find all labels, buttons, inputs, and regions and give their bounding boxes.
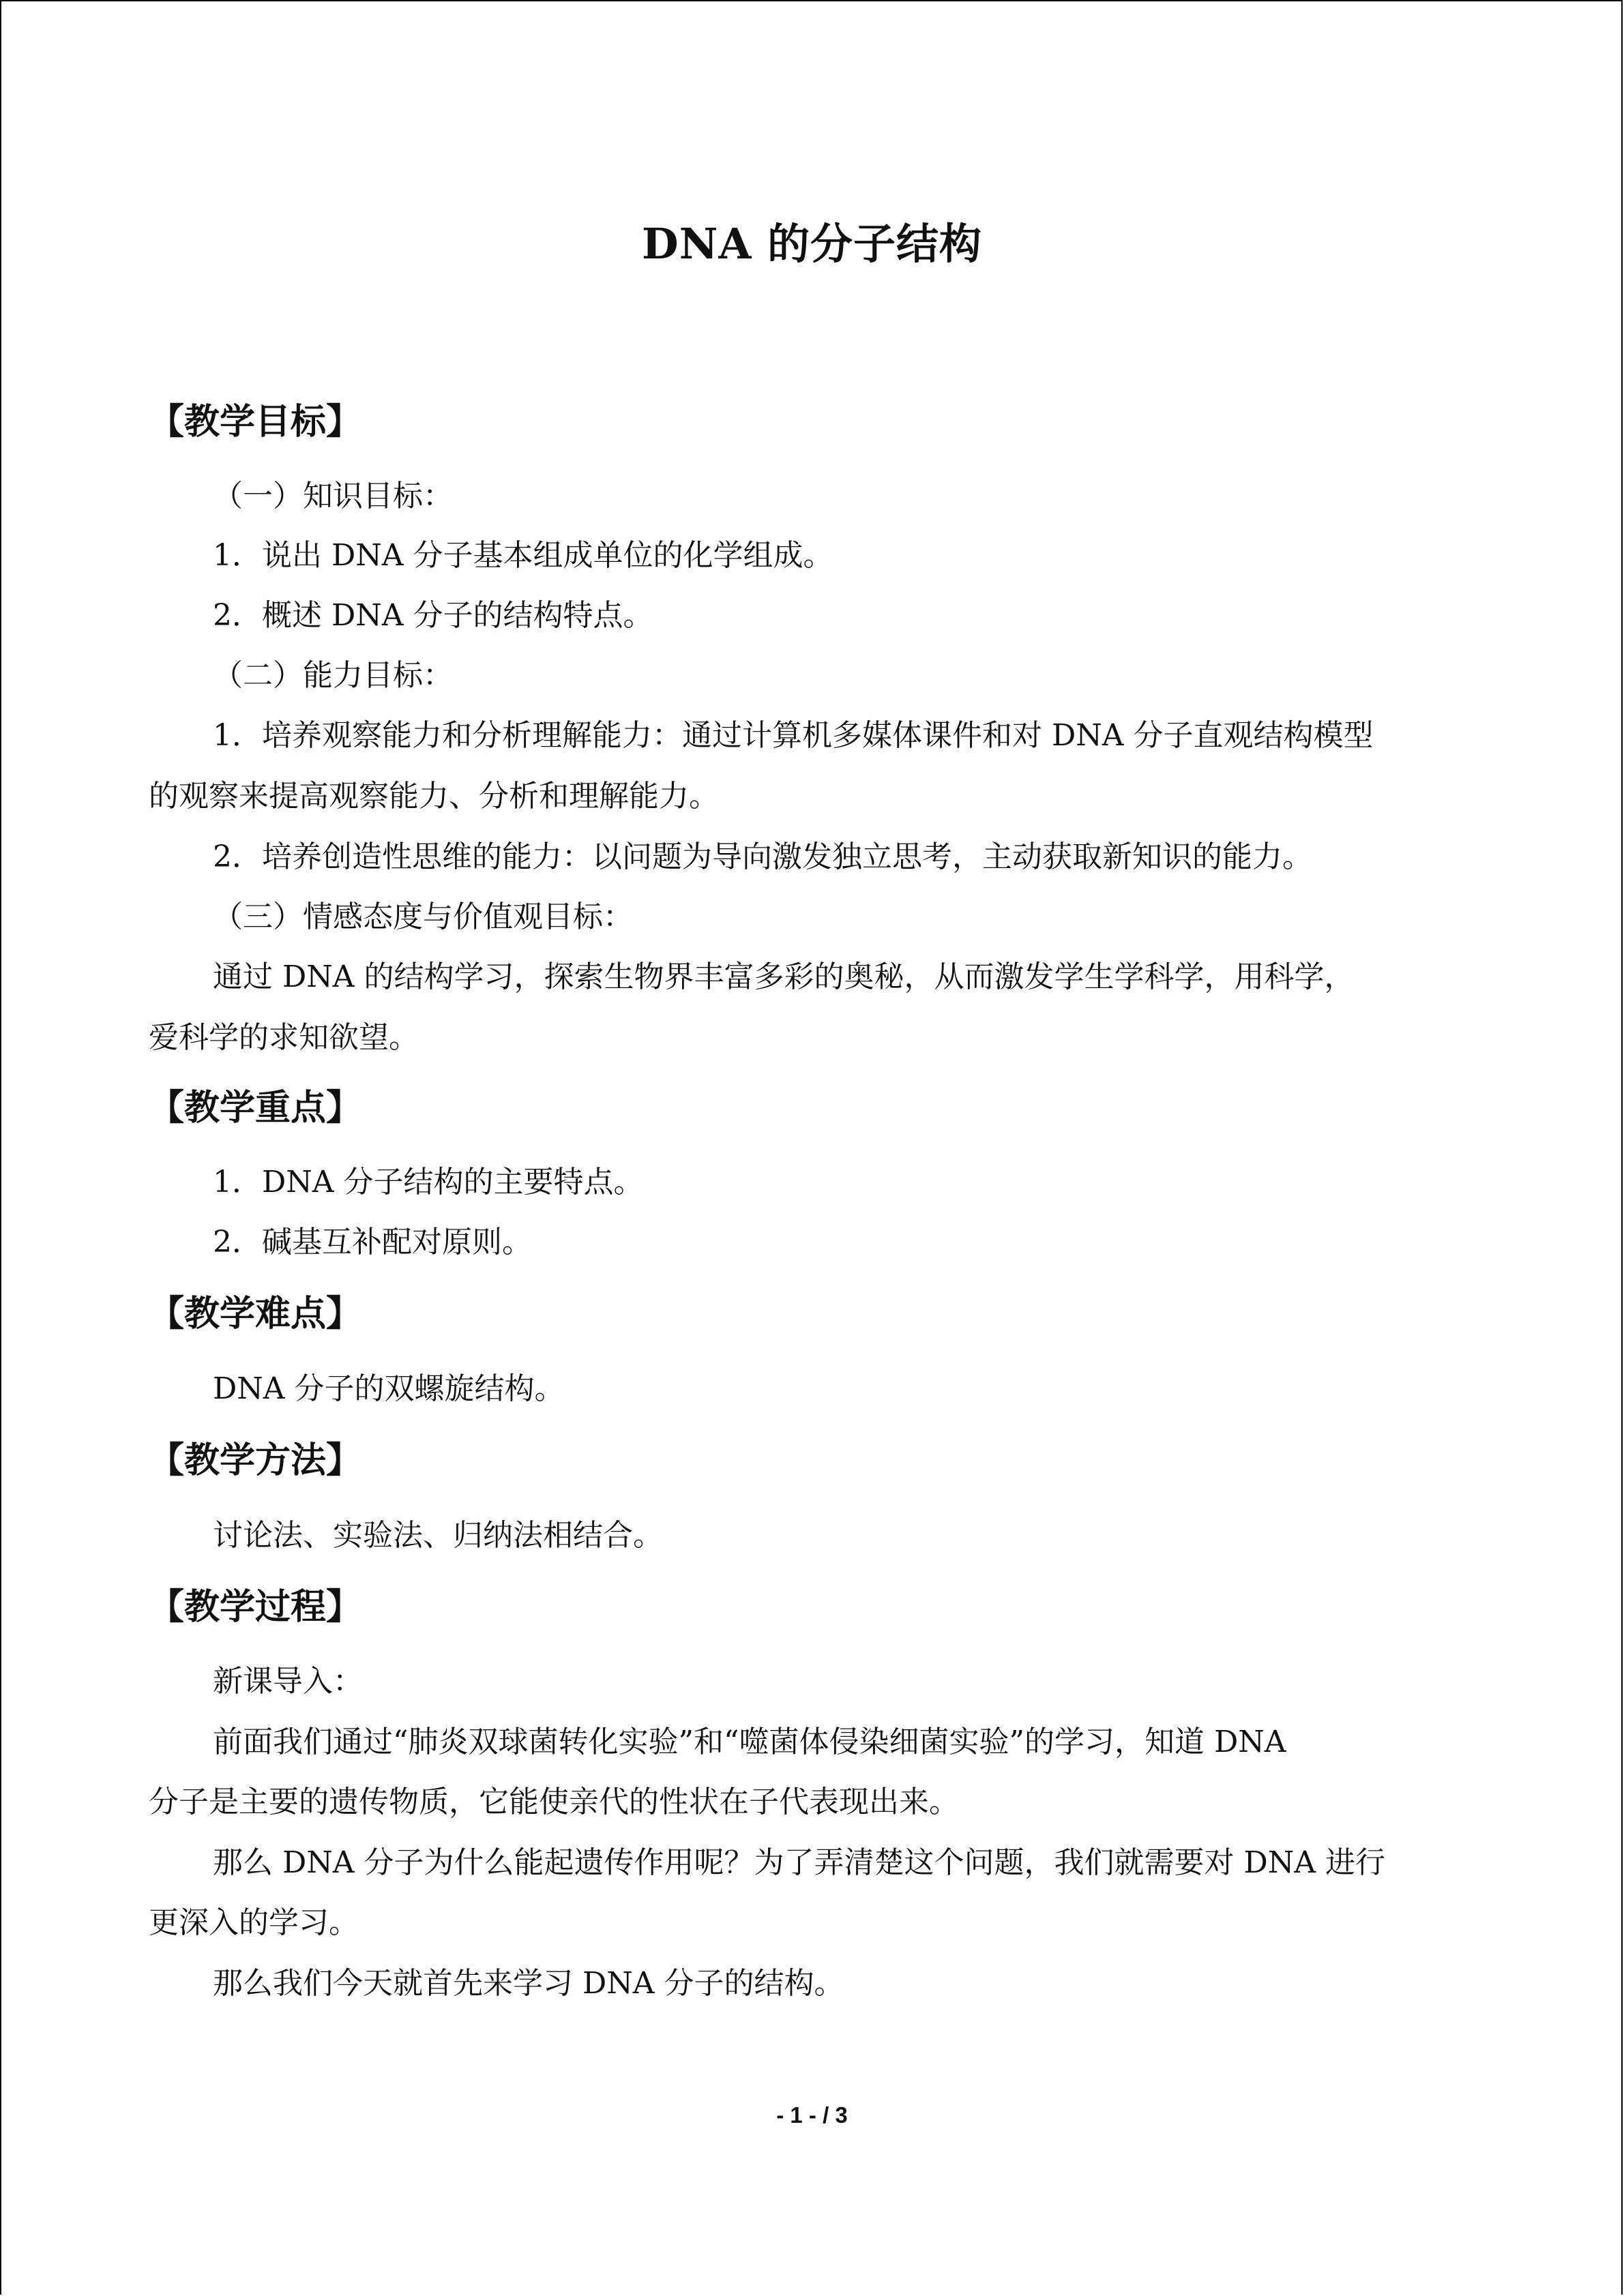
intro-label: 新课导入：	[213, 1664, 363, 1699]
methods-text: 讨论法、实验法、归纳法相结合。	[213, 1518, 663, 1553]
emotion-goal-line-2: 爱科学的求知欲望。	[149, 1020, 419, 1055]
ability-goals-label: （二）能力目标：	[213, 658, 453, 693]
heading-teaching-goals: 【教学目标】	[149, 402, 362, 443]
ability-goal-1-line-1: 1．培养观察能力和分析理解能力：通过计算机多媒体课件和对 DNA 分子直观结构模型	[213, 718, 1374, 753]
process-paragraph-1-line-2: 分子是主要的遗传物质，它能使亲代的性状在子代表现出来。	[149, 1785, 959, 1819]
key-point-1: 1．DNA 分子结构的主要特点。	[213, 1165, 644, 1199]
difficulty-text: DNA 分子的双螺旋结构。	[213, 1371, 565, 1406]
knowledge-goal-1: 1．说出 DNA 分子基本组成单位的化学组成。	[213, 538, 833, 573]
heading-key-points: 【教学重点】	[149, 1088, 362, 1129]
knowledge-goal-2: 2．概述 DNA 分子的结构特点。	[213, 598, 653, 633]
ability-goal-2: 2．培养创造性思维的能力：以问题为导向激发独立思考，主动获取新知识的能力。	[213, 839, 1312, 874]
key-point-2: 2．碱基互补配对原则。	[213, 1225, 532, 1259]
knowledge-goals-label: （一）知识目标：	[213, 479, 453, 513]
process-paragraph-1-line-1: 前面我们通过“肺炎双球菌转化实验”和“噬菌体侵染细菌实验”的学习，知道 DNA	[213, 1725, 1286, 1759]
heading-difficulties: 【教学难点】	[149, 1294, 362, 1335]
heading-methods: 【教学方法】	[149, 1440, 362, 1481]
document-title: DNA 的分子结构	[641, 219, 983, 269]
process-paragraph-2-line-2: 更深入的学习。	[149, 1905, 359, 1940]
process-paragraph-3: 那么我们今天就首先来学习 DNA 分子的结构。	[213, 1966, 844, 2001]
process-paragraph-2-line-1: 那么 DNA 分子为什么能起遗传作用呢？为了弄清楚这个问题，我们就需要对 DNA 进行	[213, 1845, 1386, 1880]
ability-goal-1-line-2: 的观察来提高观察能力、分析和理解能力。	[149, 779, 719, 814]
heading-process: 【教学过程】	[149, 1587, 362, 1628]
emotion-goals-label: （三）情感态度与价值观目标：	[213, 899, 633, 934]
emotion-goal-line-1: 通过 DNA 的结构学习，探索生物界丰富多彩的奥秘，从而激发学生学科学，用科学，	[213, 959, 1355, 994]
page-number: - 1 - / 3	[776, 2102, 848, 2128]
